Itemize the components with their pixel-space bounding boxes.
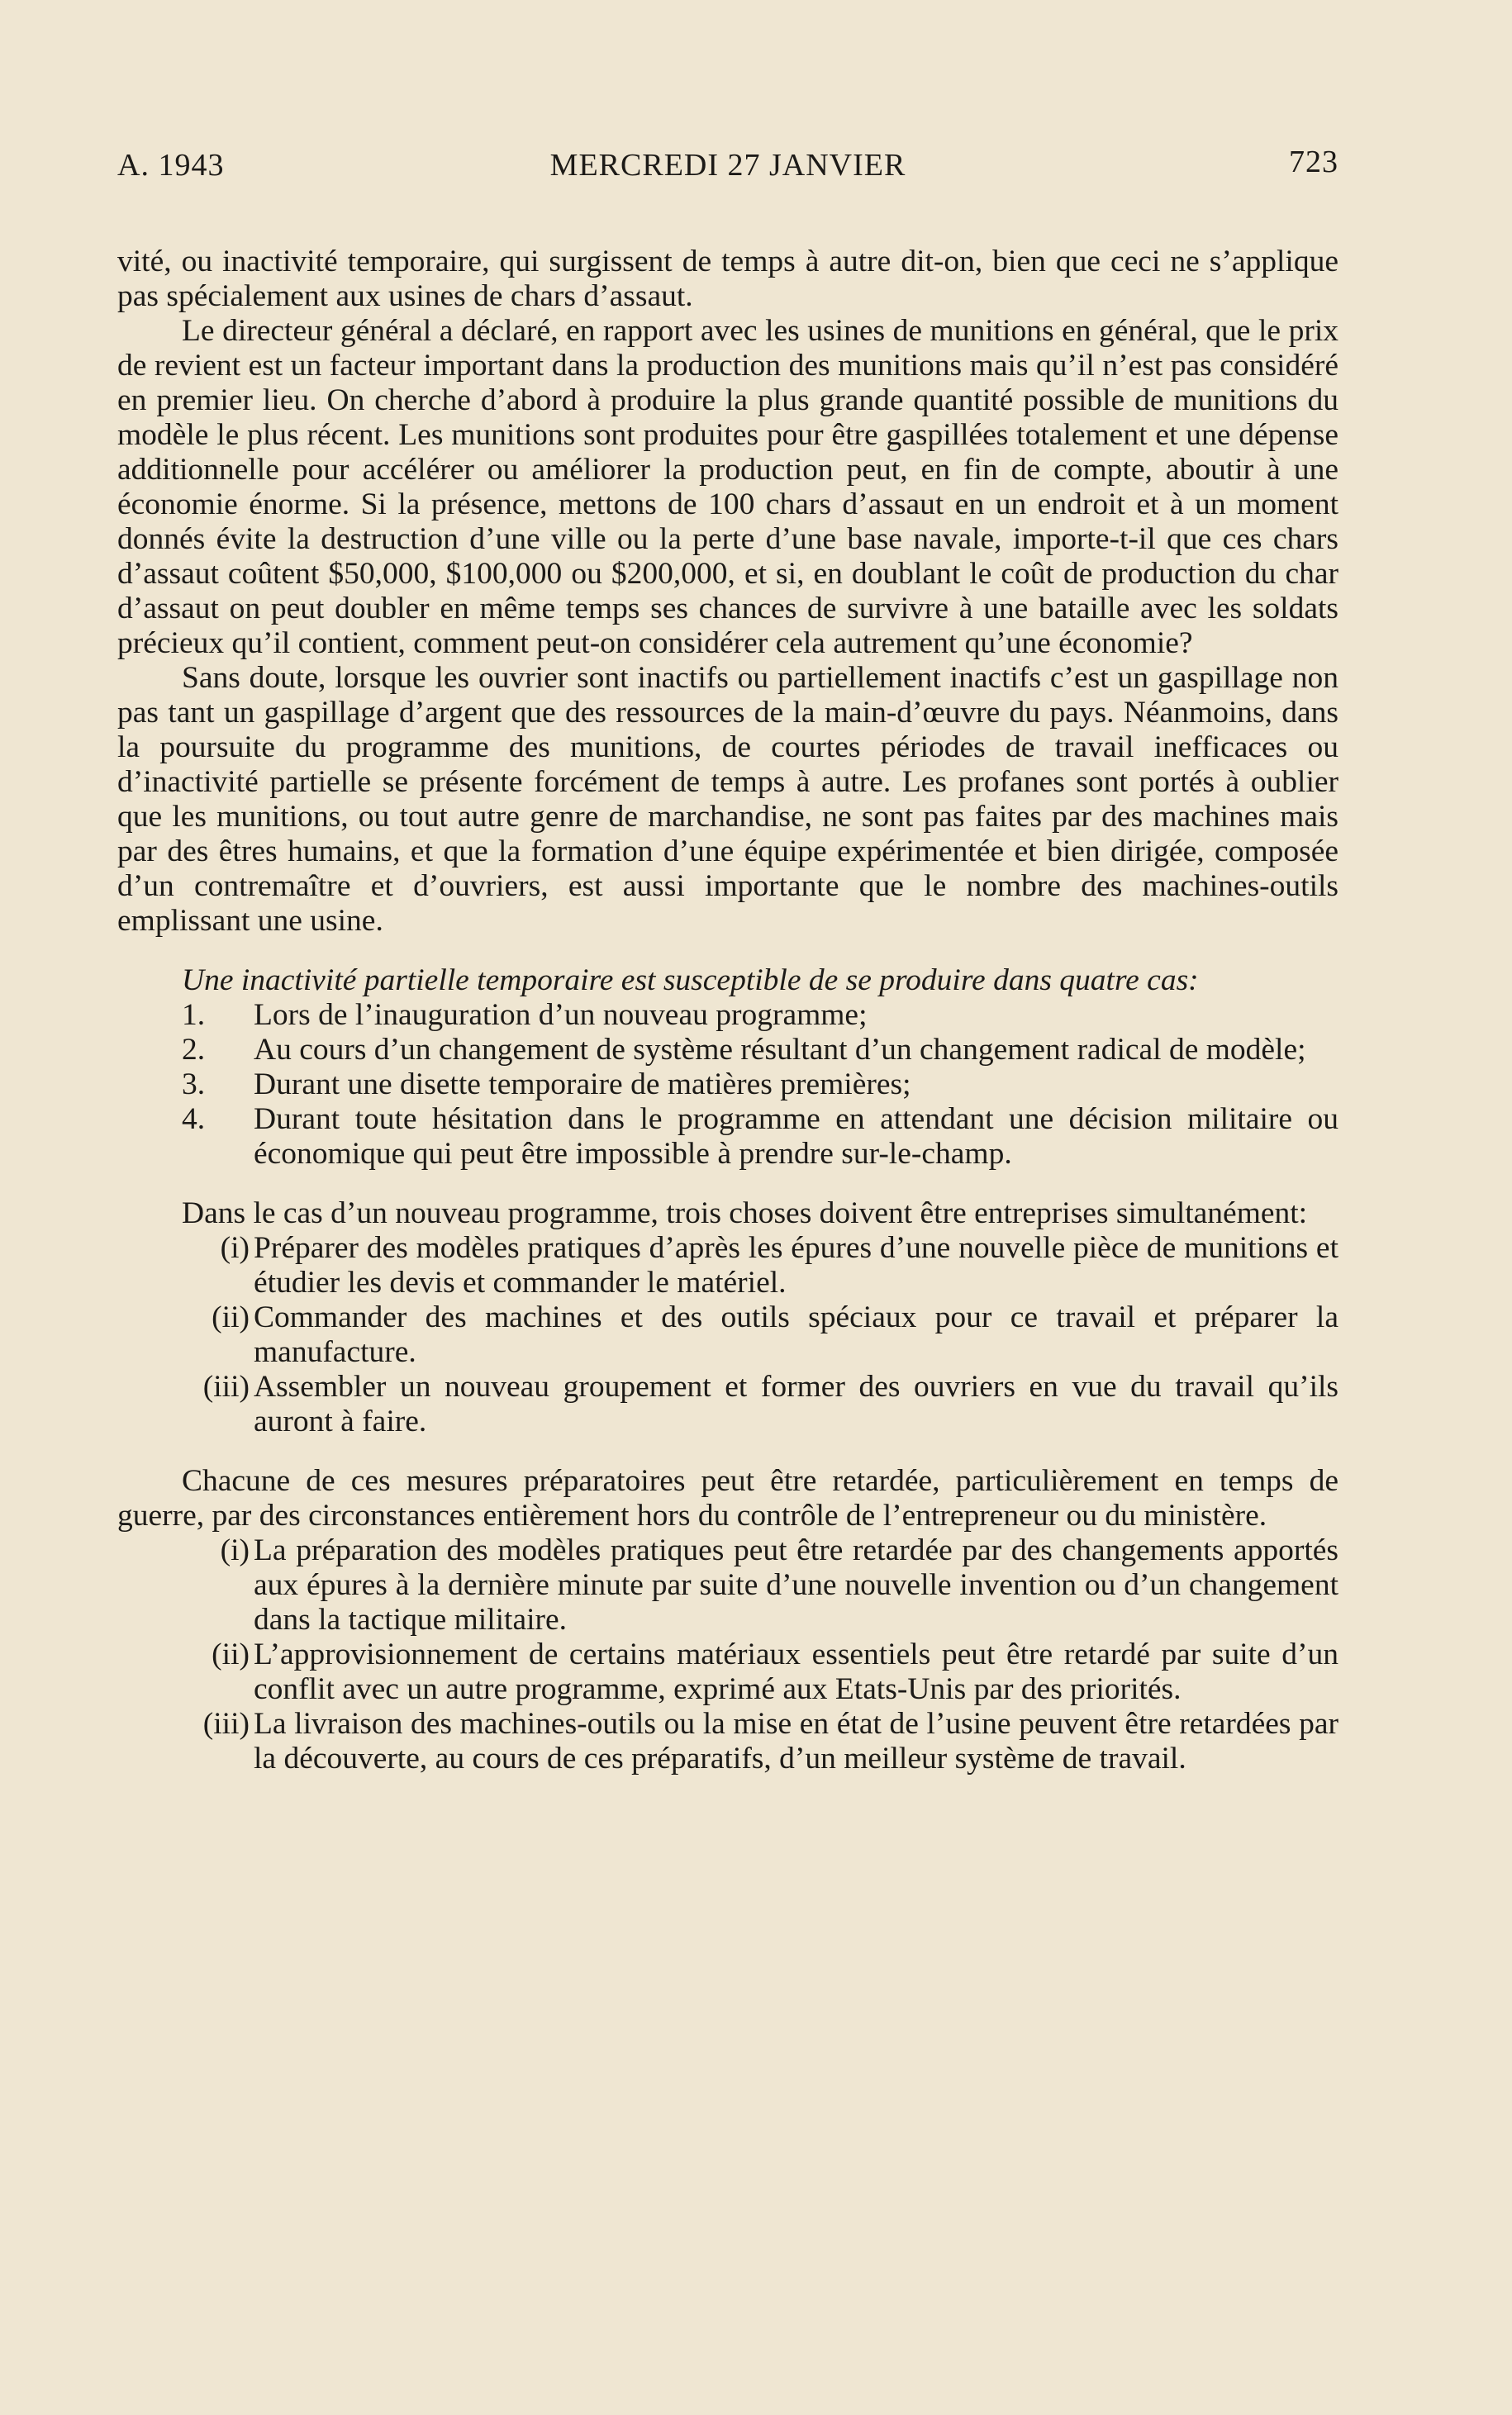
list-marker: (i) xyxy=(220,1533,250,1567)
list-item xyxy=(117,1231,1338,1300)
list-marker: 3. xyxy=(182,1067,206,1101)
page-number: 723 xyxy=(1289,145,1338,179)
list-three-steps xyxy=(117,1231,1338,1439)
list-marker: 4. xyxy=(182,1102,206,1136)
list-item-text: Durant une disette temporaire de matières premières; xyxy=(254,1067,911,1101)
list-item xyxy=(117,1533,1338,1638)
paragraph-director-general: Le directeur général a déclaré, en rapport avec les usines de munitions en général, que le prix de revient est un facteur important dans la production des munitions mais qu’il n’est pas considéré en premier lieu. On cherche d’abord à produire la plus grande quantité possible de munitions du modèle le plus récent. Les munitions sont produites pour être gaspillées totalement et une dépense additionnelle pour accélérer ou améliorer la production peut, en fin de compte, aboutir à une économie énorme. Si la présence, mettons de 100 chars d’assaut en un endroit et à un moment donnés évite la destruction d’une ville ou la perte d’une base navale, importe-t-il que ces chars d’assaut coûtent $50,000, $100,000 ou $200,000, et si, en doublant le coût de production du char d’assaut on peut doubler en même temps ses chances de survivre à une bataille avec les soldats précieux qu’il contient, comment peut-on considérer cela autrement qu’une économie? xyxy=(117,314,1338,660)
list-item-text: Préparer des modèles pratiques d’après les épures d’une nouvelle pièce de munitions et étudier les devis et commander le matériel. xyxy=(254,1231,1338,1300)
running-header xyxy=(117,147,1338,193)
body-text xyxy=(117,245,1338,1776)
list-item xyxy=(117,1033,1338,1067)
list-marker: (ii) xyxy=(212,1638,250,1671)
list-item-text: Lors de l’inauguration d’un nouveau programme; xyxy=(254,998,868,1032)
paragraph-delays: Chacune de ces mesures préparatoires peut être retardée, particulièrement en temps de guerre, par des circonstances entièrement hors du contrôle de l’entrepreneur ou du ministère. xyxy=(117,1464,1338,1533)
list-four-cases xyxy=(117,998,1338,1172)
header-date: MERCREDI 27 JANVIER xyxy=(549,148,906,183)
list-item xyxy=(117,1067,1338,1102)
paragraph-workers-idle: Sans doute, lorsque les ouvrier sont inactifs ou partiellement inactifs c’est un gaspillage non pas tant un gaspillage d’argent que des ressources de la main-d’œuvre du pays. Néanmoins, dans la poursuite du programme des munitions, de courtes périodes de travail inefficaces ou d’inactivité partielle se présente forcément de temps à autre. Les profanes sont portés à oublier que les munitions, ou tout autre genre de marchandise, ne sont pas faites par des machines mais par des êtres humains, et que la formation d’une équipe expérimentée et bien dirigée, composée d’un contremaître et d’ouvriers, est aussi importante que le nombre des machines-outils emplissant une usine. xyxy=(117,661,1338,938)
list-marker: 1. xyxy=(182,998,206,1032)
list-delays xyxy=(117,1533,1338,1776)
paragraph-four-cases-intro: Une inactivité partielle temporaire est susceptible de se produire dans quatre cas: xyxy=(182,963,1199,997)
list-item-text: L’approvisionnement de certains matériaux essentiels peut être retardé par suite d’un conflit avec un autre programme, exprimé aux Etats-Unis par des priorités. xyxy=(254,1638,1338,1706)
list-item-text: Assembler un nouveau groupement et former des ouvriers en vue du travail qu’ils auront à faire. xyxy=(254,1370,1338,1438)
list-item xyxy=(117,1102,1338,1172)
paragraph-new-program: Dans le cas d’un nouveau programme, trois choses doivent être entreprises simultanément: xyxy=(182,1196,1308,1230)
list-marker: (i) xyxy=(220,1231,250,1265)
list-item-text: Au cours d’un changement de système résultant d’un changement radical de modèle; xyxy=(254,1033,1306,1067)
list-item xyxy=(117,1370,1338,1439)
list-item xyxy=(117,1638,1338,1707)
list-marker: 2. xyxy=(182,1033,206,1067)
list-marker: (iii) xyxy=(202,1707,250,1741)
paragraph-continuation: vité, ou inactivité temporaire, qui surgissent de temps à autre dit-on, bien que ceci ne s’applique pas spécialement aux usines de chars d’assaut. xyxy=(117,245,1338,313)
list-marker: (iii) xyxy=(202,1370,250,1404)
list-item-text: Durant toute hésitation dans le programme en attendant une décision militaire ou économique qui peut être impossible à prendre sur-le-champ. xyxy=(254,1102,1338,1171)
list-item-text: La préparation des modèles pratiques peut être retardée par des changements apportés aux épures à la dernière minute par suite d’une nouvelle invention ou d’un changement dans la tactique militaire. xyxy=(254,1533,1338,1637)
list-item xyxy=(117,1707,1338,1776)
list-item xyxy=(117,998,1338,1033)
list-item-text: La livraison des machines-outils ou la mise en état de l’usine peuvent être retardées par la découverte, au cours de ces préparatifs, d’un meilleur système de travail. xyxy=(254,1707,1338,1776)
list-marker: (ii) xyxy=(212,1300,250,1334)
header-year: A. 1943 xyxy=(117,148,225,183)
list-item-text: Commander des machines et des outils spéciaux pour ce travail et préparer la manufacture. xyxy=(254,1300,1338,1369)
list-item xyxy=(117,1300,1338,1370)
